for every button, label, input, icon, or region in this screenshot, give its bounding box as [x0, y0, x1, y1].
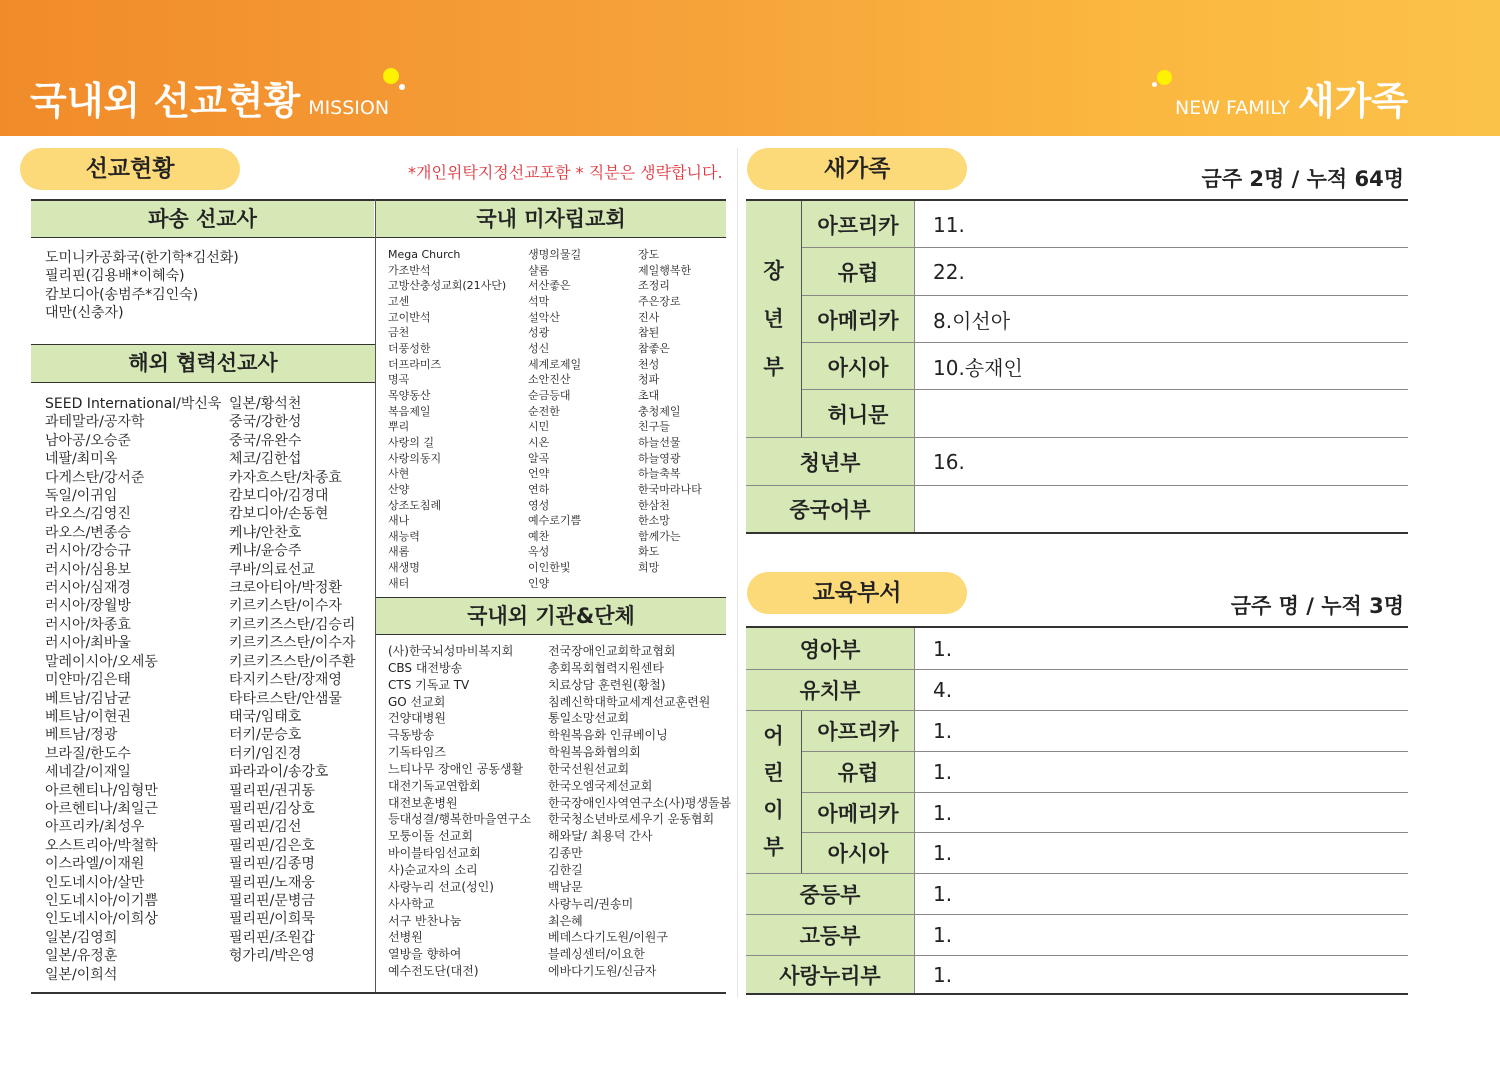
list-item: 한국장애인사역연구소(사)평생돌봄 — [548, 795, 732, 810]
list-item: 사랑의동지 — [388, 451, 442, 465]
row-value-asia: 10.송재인 — [933, 356, 1023, 380]
list-item: 블레싱센터/이요한 — [548, 947, 645, 962]
list-item: 필리핀(김용배*이혜숙) — [45, 268, 185, 285]
list-item: 베트남/김남균 — [45, 690, 131, 707]
dispatch-header: 파송 선교사 — [31, 201, 374, 237]
domestic-list-col3 — [638, 247, 702, 576]
row-value-love: 1. — [933, 962, 953, 987]
row-label-asia: 아시아 — [827, 355, 889, 380]
list-item: 중국/강한성 — [229, 414, 302, 431]
list-item: 말레이시아/오세동 — [45, 653, 158, 670]
list-item: 일본/김영희 — [45, 929, 118, 946]
mission-section-title — [30, 70, 389, 125]
row-label-africa: 아프리카 — [817, 213, 899, 238]
list-item: 총회목회협력지원센타 — [548, 660, 664, 675]
list-item: 사랑누리/권송미 — [548, 896, 634, 911]
group-char: 년 — [763, 307, 784, 331]
list-item: 치료상담 훈련원(황철) — [548, 677, 666, 692]
list-item: 베트남/정광 — [45, 727, 118, 744]
list-item: 샬롬 — [528, 263, 550, 277]
org-header: 국내외 기관&단체 — [376, 598, 726, 634]
list-item: 통일소망선교회 — [548, 711, 630, 726]
list-item: 필리핀/권귀동 — [229, 782, 315, 799]
list-item: 더풍성한 — [388, 341, 431, 355]
row-label-middle: 중등부 — [799, 883, 861, 907]
list-item: 아프리카/최성우 — [45, 819, 145, 836]
row-label-infant: 영아부 — [799, 637, 861, 662]
list-item: 러시아/심재경 — [45, 580, 131, 597]
mission-note: *개인위탁지정선교포함 * 직분은 생략합니다. — [408, 163, 723, 182]
list-item: 한소망 — [638, 514, 670, 528]
edu-row-value-asia: 1. — [933, 841, 953, 865]
list-item: 사랑의 길 — [388, 435, 435, 449]
list-item: 뿌리 — [388, 420, 410, 434]
list-item: 러시아/강승규 — [45, 543, 131, 560]
list-item: GO 선교회 — [388, 694, 446, 709]
list-item: 영성 — [528, 498, 550, 512]
list-item: 해와달/ 최용덕 간사 — [548, 829, 653, 844]
group-char: 부 — [763, 835, 784, 859]
list-item: 희망 — [638, 561, 660, 575]
list-item: 상조도침례 — [388, 498, 442, 512]
list-item: 예수전도단(대전) — [388, 964, 479, 979]
edu-row-label-america: 아메리카 — [817, 802, 899, 826]
list-item: 건양대병원 — [388, 711, 446, 726]
list-item: 하늘영광 — [638, 451, 681, 465]
list-item: 성광 — [528, 326, 550, 340]
list-item: 세네갈/이재일 — [45, 764, 131, 781]
list-item: Mega Church — [388, 248, 461, 261]
domestic-list-col2 — [528, 247, 581, 591]
list-item: 연하 — [528, 482, 550, 496]
list-item: 주은장로 — [638, 294, 681, 308]
list-item: 중국/유완수 — [229, 432, 302, 449]
list-item: 더프라미즈 — [388, 357, 442, 371]
list-item: 라오스/변종승 — [45, 524, 131, 541]
list-item: 충청제일 — [638, 404, 681, 418]
list-item: 한국청소년바로세우기 운동협회 — [548, 812, 715, 827]
list-item: 일본/이희석 — [45, 966, 118, 983]
list-item: 필리핀/이희묵 — [229, 911, 315, 928]
list-item: 옥성 — [528, 545, 550, 559]
list-item: 순전한 — [528, 404, 560, 418]
row-value-kinder: 4. — [933, 678, 953, 702]
list-item: 체코/김한섭 — [229, 451, 302, 468]
list-item: 백남문 — [548, 879, 583, 894]
list-item: 타타르스탄/안샘물 — [229, 690, 342, 707]
list-item: 일본/유정훈 — [45, 948, 118, 965]
overseas-list-col2 — [229, 395, 355, 966]
org-header-border — [376, 634, 726, 635]
group-char: 부 — [763, 355, 784, 379]
edu-row-value-europe: 1. — [933, 760, 953, 784]
list-item: 생명의물길 — [528, 248, 582, 261]
list-item: 명곡 — [388, 373, 410, 387]
row-label-high: 고등부 — [799, 924, 861, 948]
list-item: 기독타임즈 — [388, 745, 446, 760]
list-item: 참좋은 — [638, 341, 670, 355]
list-item: 네팔/최미옥 — [45, 451, 118, 468]
row-label-europe: 유럽 — [837, 260, 879, 285]
list-item: 베트남/이현권 — [45, 708, 131, 725]
list-item: 일본/황석천 — [229, 396, 302, 412]
list-item: 타지키스탄/장재영 — [229, 672, 342, 689]
new-family-table-bottom — [746, 532, 1408, 534]
list-item: 소안진산 — [528, 373, 571, 387]
list-item: 순금등대 — [528, 388, 571, 402]
mission-subtitle: MISSION — [308, 97, 390, 119]
list-item: 석막 — [528, 294, 550, 308]
group-char: 어 — [763, 724, 784, 748]
dispatch-list — [45, 249, 239, 323]
new-family-pill: 새가족 — [747, 148, 967, 190]
list-item: 캄보디아(송범주*김인숙) — [45, 286, 199, 303]
list-item: 함께가는 — [638, 529, 681, 543]
edu-row-label-asia: 아시아 — [827, 842, 889, 866]
list-item: 시민 — [528, 420, 550, 434]
list-item: CBS 대전방송 — [388, 660, 463, 675]
list-item: 케냐/윤승주 — [229, 543, 302, 560]
list-item: 키르키스탄/이수자 — [229, 598, 342, 615]
mission-title-text: 국내외 선교현황 — [30, 79, 301, 123]
list-item: 산양 — [388, 482, 410, 496]
group-char: 린 — [763, 761, 784, 785]
list-item: 미얀마/김은태 — [45, 672, 131, 689]
list-item: 최은혜 — [548, 913, 583, 928]
list-item: 필리핀/조원갑 — [229, 929, 315, 946]
list-item: 극동방송 — [388, 728, 435, 743]
list-item: 친구들 — [638, 420, 670, 434]
list-item: 베데스다기도원/이원구 — [548, 930, 668, 945]
list-item: 제일행복한 — [638, 263, 692, 277]
list-item: 과테말라/공자학 — [45, 414, 145, 431]
list-item: 라오스/김영진 — [45, 506, 131, 523]
label-value-divider — [914, 628, 915, 993]
group-char: 이 — [763, 798, 784, 822]
decorative-dot-icon — [1157, 70, 1172, 85]
list-item: 느티나무 장애인 공동생활 — [388, 761, 524, 776]
list-item: 등대성결/행복한마을연구소 — [388, 812, 532, 827]
decorative-dot-icon — [399, 84, 405, 90]
list-item: 침례신학대학교세계선교훈련원 — [548, 694, 711, 709]
list-item: 한국오엠국제선교회 — [548, 778, 653, 793]
list-item: 남아공/오승준 — [45, 432, 131, 449]
list-item: 케냐/안찬호 — [229, 524, 302, 541]
page-header — [0, 0, 1500, 136]
list-item: 모퉁이돌 선교회 — [388, 829, 473, 844]
org-list-col1 — [388, 643, 531, 980]
children-group-label — [746, 711, 801, 873]
list-item: 태국/임태호 — [229, 708, 302, 725]
list-item: 터키/임진경 — [229, 745, 302, 762]
decorative-dot-icon — [383, 68, 399, 84]
list-item: 사랑누리 선교(성인) — [388, 879, 494, 894]
list-item: 키르키즈스탄/이주환 — [229, 653, 356, 670]
row-value-africa: 11. — [933, 212, 965, 237]
list-item: 대만(신충자) — [45, 305, 124, 322]
list-item: 언약 — [528, 467, 550, 481]
list-item: 예수로기쁨 — [528, 514, 582, 528]
group-char: 장 — [763, 259, 784, 283]
label-value-divider — [914, 201, 915, 532]
list-item: SEED International/박신욱 — [45, 396, 222, 412]
list-item: 김한길 — [548, 862, 583, 877]
list-item: 키르키즈스탄/이수자 — [229, 635, 356, 652]
list-item: 청파 — [638, 373, 660, 387]
new-family-title-text: 새가족 — [1297, 79, 1408, 123]
list-item: 이스라엘/이재원 — [45, 856, 145, 873]
list-item: 참된 — [638, 326, 660, 340]
list-item: 복음제일 — [388, 404, 431, 418]
list-item: 필리핀/김은호 — [229, 837, 315, 854]
list-item: 예찬 — [528, 529, 550, 543]
list-item: 인양 — [528, 576, 550, 590]
list-item: 러시아/차종효 — [45, 616, 131, 633]
edu-row-label-europe: 유럽 — [837, 761, 879, 785]
list-item: 다게스탄/강서준 — [45, 469, 145, 486]
row-value-youth: 16. — [933, 449, 965, 474]
list-item: 러시아/장월방 — [45, 598, 131, 615]
list-item: 조정리 — [638, 279, 670, 293]
edu-row-label-africa: 아프리카 — [817, 720, 899, 744]
list-item: 오스트리아/박철학 — [45, 837, 158, 854]
list-item: 서구 반찬나눔 — [388, 913, 462, 928]
row-label-love: 사랑누리부 — [779, 963, 881, 988]
list-item: 캄보디아/김경대 — [229, 488, 329, 505]
list-item: (사)한국뇌성마비복지회 — [388, 644, 514, 658]
list-item: 설악산 — [528, 310, 560, 324]
mission-status-pill: 선교현황 — [20, 148, 240, 190]
list-item: 새롬 — [388, 545, 410, 559]
row-label-chinese: 중국어부 — [789, 498, 871, 522]
list-item: 새터 — [388, 576, 410, 590]
list-item: 하늘축복 — [638, 467, 681, 481]
young-adult-group-label — [746, 201, 801, 437]
page-divider — [737, 148, 738, 998]
list-item: 필리핀/노재웅 — [229, 874, 315, 891]
list-item: 한국마라나타 — [638, 482, 702, 496]
list-item: 초대 — [638, 388, 660, 402]
list-item: 쿠바/의료선교 — [229, 561, 315, 578]
list-item: 한삼천 — [638, 498, 670, 512]
list-item: 새나 — [388, 514, 410, 528]
row-value-europe: 22. — [933, 259, 965, 284]
list-item: 열방을 향하여 — [388, 947, 462, 962]
list-item: 인도네시아/이희상 — [45, 911, 158, 928]
list-item: 가조반석 — [388, 263, 431, 277]
list-item: 학원복음화 인큐베이닝 — [548, 728, 668, 743]
list-item: 금천 — [388, 326, 410, 340]
list-item: 장도 — [638, 248, 660, 261]
new-family-section-title — [1175, 70, 1408, 125]
list-item: 하늘선물 — [638, 435, 681, 449]
list-item: 바이블타임선교회 — [388, 846, 481, 861]
list-item: 키르키즈스탄/김승리 — [229, 616, 356, 633]
overseas-header: 해외 협력선교사 — [31, 345, 375, 382]
edu-row-value-africa: 1. — [933, 719, 953, 743]
list-item: 필리핀/김상호 — [229, 800, 315, 817]
list-item: 러시아/최바울 — [45, 635, 131, 652]
list-item: 캄보디아/손동현 — [229, 506, 329, 523]
row-label-honeymoon: 허니문 — [827, 402, 889, 427]
row-value-high: 1. — [933, 923, 953, 947]
list-item: 파라과이/송강호 — [229, 764, 329, 781]
list-item: 아르헨티나/임형만 — [45, 782, 158, 799]
list-item: 학원복음화협의회 — [548, 745, 641, 760]
list-item: 사)순교자의 소리 — [388, 862, 478, 877]
education-table-bottom — [746, 993, 1408, 995]
list-item: 헝가리/박은영 — [229, 948, 315, 965]
list-item: 독일/이귀임 — [45, 488, 118, 505]
list-item: 도미니카공화국(한기학*김선화) — [45, 250, 239, 266]
list-item: 고이반석 — [388, 310, 431, 324]
list-item: 필리핀/김선 — [229, 819, 302, 836]
list-item: 인도네시아/이기쁨 — [45, 892, 158, 909]
list-item: 전국장애인교회학교협회 — [548, 644, 676, 658]
list-item: 진사 — [638, 310, 660, 324]
list-item: 세계로제일 — [528, 357, 582, 371]
list-item: 사현 — [388, 467, 410, 481]
list-item: 카자흐스탄/차종효 — [229, 469, 342, 486]
list-item: 시온 — [528, 435, 550, 449]
list-item: 화도 — [638, 545, 660, 559]
list-item: 에바다기도원/신금자 — [548, 964, 657, 979]
list-item: 대전보훈병원 — [388, 795, 458, 810]
mission-table-bottom-border — [31, 992, 726, 994]
org-list-col2 — [548, 643, 731, 980]
list-item: 선병원 — [388, 930, 423, 945]
list-item: 목양동산 — [388, 388, 431, 402]
list-item: 한국선원선교회 — [548, 761, 630, 776]
domestic-header: 국내 미자립교회 — [376, 201, 726, 237]
list-item: 크로아티아/박정환 — [229, 580, 342, 597]
row-label-america: 아메리카 — [817, 308, 899, 333]
education-pill: 교육부서 — [747, 572, 967, 614]
list-item: 알곡 — [528, 451, 550, 465]
edu-row-value-america: 1. — [933, 801, 953, 825]
list-item: 러시아/심용보 — [45, 561, 131, 578]
row-value-america: 8.이선아 — [933, 309, 1011, 333]
list-item: 성신 — [528, 341, 550, 355]
list-item: 이인한빛 — [528, 561, 571, 575]
row-label-kinder: 유치부 — [799, 679, 861, 703]
list-item: 새능력 — [388, 529, 420, 543]
overseas-list-col1 — [45, 395, 221, 984]
row-value-infant: 1. — [933, 636, 953, 661]
list-item: 대전기독교연합회 — [388, 778, 481, 793]
list-item: 고방산충성교회(21사단) — [388, 279, 507, 293]
list-item: 천성 — [638, 357, 660, 371]
new-family-count: 금주 2명 / 누적 64명 — [1201, 167, 1404, 191]
domestic-list-col1 — [388, 247, 506, 591]
list-item: 아르헨티나/최일근 — [45, 800, 158, 817]
overseas-header-border — [31, 382, 375, 383]
new-family-subtitle: NEW FAMILY — [1174, 97, 1290, 119]
list-item: 사사학교 — [388, 896, 435, 911]
list-item: 브라질/한도수 — [45, 745, 131, 762]
list-item: 인도네시아/살만 — [45, 874, 145, 891]
row-label-youth: 청년부 — [799, 450, 861, 475]
row-value-honeymoon — [915, 390, 1408, 437]
decorative-dot-icon — [1152, 82, 1157, 87]
list-item: 서산좋은 — [528, 279, 571, 293]
list-item: 필리핀/김종명 — [229, 856, 315, 873]
list-item: CTS 기독교 TV — [388, 677, 470, 692]
row-value-middle: 1. — [933, 882, 953, 906]
row-value-chinese — [915, 486, 1408, 532]
list-item: 터키/문승호 — [229, 727, 302, 744]
list-item: 김종만 — [548, 846, 583, 861]
list-item: 새생명 — [388, 561, 420, 575]
list-item: 필리핀/문병금 — [229, 892, 315, 909]
education-count: 금주 명 / 누적 3명 — [1230, 594, 1404, 618]
mission-header-border — [31, 237, 726, 238]
list-item: 고센 — [388, 294, 410, 308]
